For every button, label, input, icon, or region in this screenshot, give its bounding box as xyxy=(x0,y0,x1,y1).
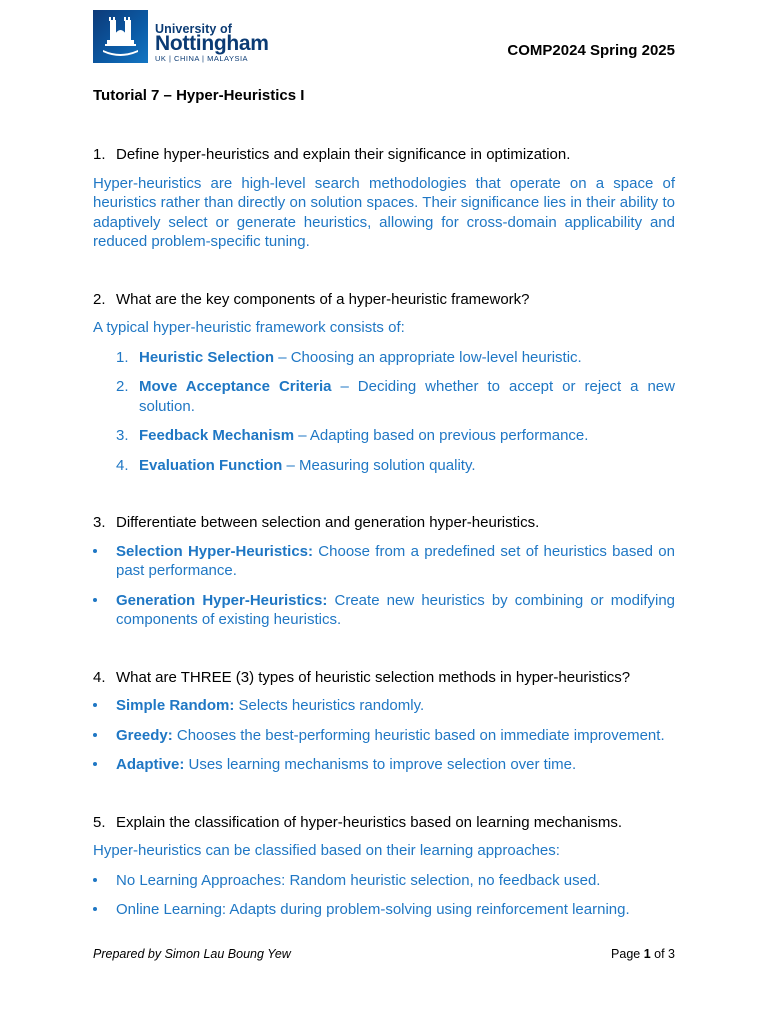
question-1 xyxy=(93,145,675,165)
question-3 xyxy=(93,513,675,533)
question-text: Define hyper-heuristics and explain their significance in optimization. xyxy=(116,146,571,163)
item-term: Adaptive: xyxy=(116,756,185,773)
bullet-icon xyxy=(93,762,97,766)
item-term: Feedback Mechanism xyxy=(139,427,295,444)
list-item xyxy=(93,755,675,775)
question-number: 1. xyxy=(93,146,106,163)
bullet-icon xyxy=(93,549,97,553)
item-desc: Chooses the best-performing heuristic based on immediate improvement. xyxy=(172,726,665,744)
question-number: 4. xyxy=(93,668,106,686)
list-item xyxy=(93,456,675,476)
bullet-icon xyxy=(93,703,97,707)
answer-1: Hyper-heuristics are high-level search methodologies that operate on a space of heuristics rather than directly on solution spaces. Their significance lies in their ability to adaptively select or generate heuristics, allowing for cross-domain applicability and reduced problem-specific tuning. xyxy=(93,174,675,250)
question-text: Differentiate between selection and generation hyper-heuristics. xyxy=(116,514,540,531)
item-desc: Choose from a predefined set of heuristics based on past performance. xyxy=(116,542,675,579)
question-number: 5. xyxy=(93,813,106,831)
answer-2-intro: A typical hyper-heuristic framework consists of: xyxy=(93,319,405,336)
answer-5-intro: Hyper-heuristics can be classified based on their learning approaches: xyxy=(93,842,560,859)
question-number: 3. xyxy=(93,514,106,531)
item-number: 3. xyxy=(116,427,129,444)
question-text: What are THREE (3) types of heuristic selection methods in hyper-heuristics? xyxy=(116,668,631,686)
list-item xyxy=(93,726,675,746)
page-number xyxy=(611,947,675,961)
item-number: 1. xyxy=(116,348,129,366)
item-term: Greedy: xyxy=(116,726,173,744)
question-text: What are the key components of a hyper-heuristic framework? xyxy=(116,290,530,308)
item-term: Evaluation Function xyxy=(139,456,283,474)
item-desc: – Measuring solution quality. xyxy=(282,456,476,474)
document-title: Tutorial 7 – Hyper-Heuristics I xyxy=(93,87,305,104)
list-item xyxy=(93,591,675,630)
item-desc: Online Learning: Adapts during problem-solving using reinforcement learning. xyxy=(116,901,630,918)
item-desc: Selects heuristics randomly. xyxy=(234,697,425,714)
components-list xyxy=(93,348,675,476)
list-item xyxy=(93,348,675,368)
item-term: Move Acceptance Criteria xyxy=(139,378,332,395)
university-crest-icon xyxy=(93,10,148,63)
logo-line-3: UK | CHINA | MALAYSIA xyxy=(155,54,249,63)
item-desc: Uses learning mechanisms to improve selection over time. xyxy=(184,756,577,773)
list-item xyxy=(93,871,675,891)
question-5 xyxy=(93,813,675,833)
item-term: Selection Hyper-Heuristics: xyxy=(116,542,314,560)
list-item xyxy=(93,426,675,446)
item-number: 2. xyxy=(116,378,129,395)
list-item xyxy=(93,377,675,416)
item-term: Generation Hyper-Heuristics: xyxy=(116,591,328,609)
bullet-icon xyxy=(93,598,97,602)
list-item xyxy=(93,696,675,716)
logo-line-2: Nottingham xyxy=(155,32,269,55)
item-desc: Create new heuristics by combining or modifying components of existing heuristics. xyxy=(116,591,675,628)
document-body xyxy=(93,145,675,920)
page-suffix: of 3 xyxy=(650,947,675,961)
bullet-icon xyxy=(93,878,97,882)
item-desc: – Adapting based on previous performance. xyxy=(294,427,589,444)
document-page xyxy=(93,0,675,1024)
page-prefix: Page xyxy=(611,947,644,961)
question-4 xyxy=(93,668,675,688)
university-logo xyxy=(93,10,269,64)
question-number: 2. xyxy=(93,290,106,308)
list-item xyxy=(93,900,675,920)
bullet-icon xyxy=(93,733,97,737)
item-desc: – Choosing an appropriate low-level heuristic. xyxy=(274,348,582,366)
page-current: 1 xyxy=(643,947,651,961)
item-desc: – Deciding whether to accept or reject a new solution. xyxy=(139,378,675,415)
item-term: Heuristic Selection xyxy=(139,348,275,366)
item-number: 4. xyxy=(116,456,129,474)
question-2 xyxy=(93,290,675,310)
prepared-by: Prepared by Simon Lau Boung Yew xyxy=(93,947,291,961)
course-code: COMP2024 Spring 2025 xyxy=(507,42,675,59)
logo-line-1: University of xyxy=(155,22,233,36)
bullet-icon xyxy=(93,907,97,911)
question-text: Explain the classification of hyper-heuristics based on learning mechanisms. xyxy=(116,813,623,831)
list-item xyxy=(93,542,675,581)
item-desc: No Learning Approaches: Random heuristic selection, no feedback used. xyxy=(116,871,601,889)
item-term: Simple Random: xyxy=(116,697,235,714)
